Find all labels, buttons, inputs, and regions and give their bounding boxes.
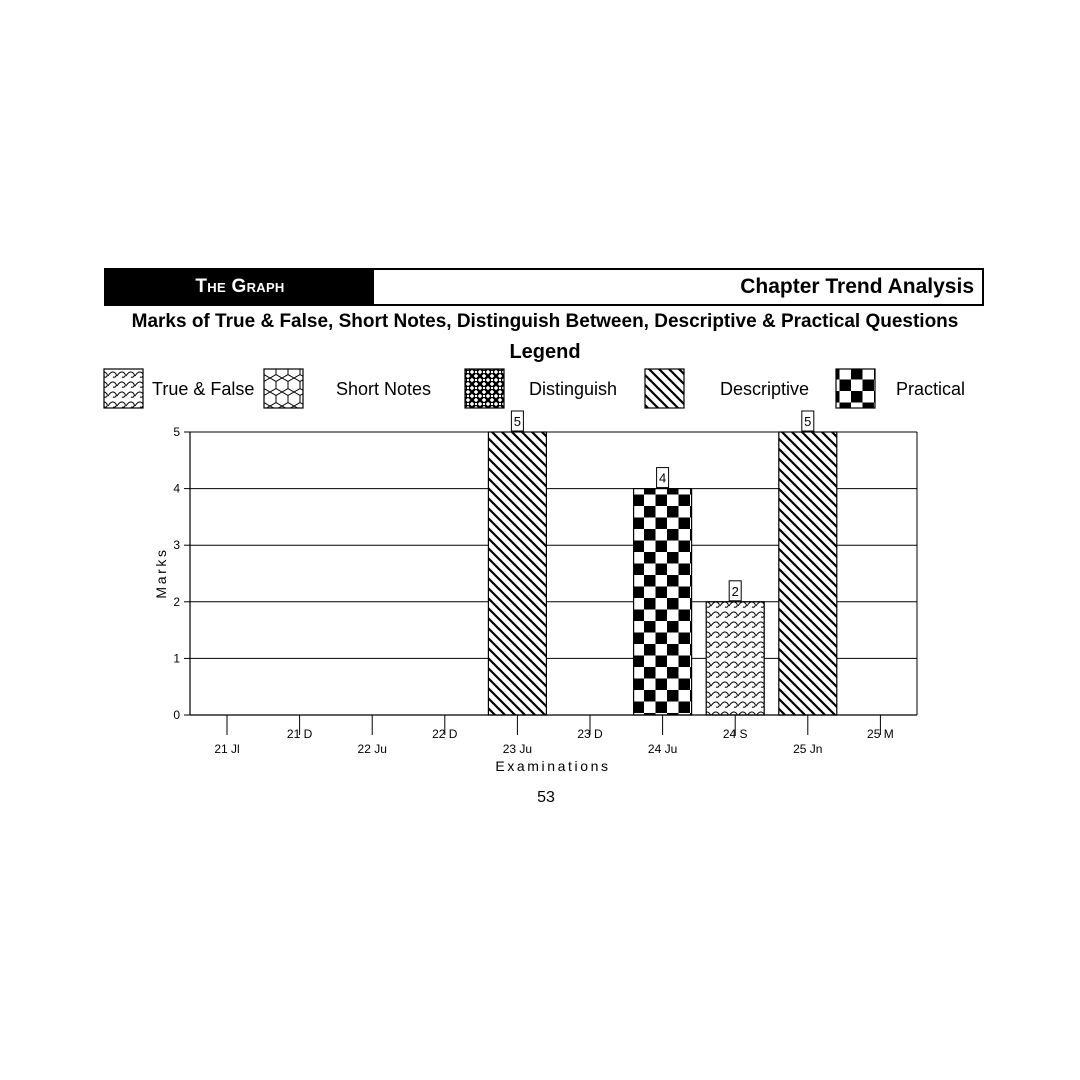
chart-bars [488,411,836,715]
legend-label-distinguish: Distinguish [529,379,618,399]
legend-swatch-true-false [104,369,143,408]
legend-title: Legend [509,341,581,363]
y-tick-label-4: 4 [173,481,180,496]
bar-true-false-24-s [706,602,764,715]
x-axis-title: Examinations [495,758,611,774]
y-tick-label-1: 1 [173,651,180,666]
x-tick-label-24-ju: 24 Ju [647,742,678,756]
legend-swatch-distinguish [465,369,504,408]
y-tick-label-3: 3 [173,538,180,553]
legend-label-true-false: True & False [152,379,255,399]
legend-label-practical: Practical [896,379,966,399]
data-label-25-jn: 5 [804,414,812,429]
legend-label-short-notes: Short Notes [336,379,432,399]
x-tick-label-25-m: 25 M [867,727,894,741]
chart-subtitle: Marks of True & False, Short Notes, Distinguish Between, Descriptive & Practical Questions [131,311,959,332]
data-label-24-ju: 4 [658,470,667,486]
legend-swatch-short-notes [264,369,303,408]
bar-descriptive-23-ju [488,432,546,715]
x-tick-label-21-d: 21 D [286,727,313,741]
x-tick-label-21-jl: 21 Jl [214,742,240,756]
x-tick-label-23-d: 23 D [577,727,603,741]
x-tick-label-22-ju: 22 Ju [357,742,387,756]
x-tick-label-23-ju: 23 Ju [502,742,533,756]
legend-swatch-practical [836,369,875,408]
x-tick-label-22-d: 22 D [432,727,458,741]
y-tick-label-2: 2 [173,594,180,609]
y-tick-label-0: 0 [173,708,180,722]
page-number: 53 [537,789,555,806]
chart-legend [104,369,965,408]
bar-practical-24-ju [634,489,692,715]
legend-label-descriptive: Descriptive [720,379,810,399]
y-tick-label-5: 5 [173,425,180,439]
y-axis-title: Marks [153,547,169,599]
legend-swatch-descriptive [645,369,684,408]
x-tick-label-24-s: 24 S [722,727,748,741]
bar-descriptive-25-jn [779,432,837,715]
section-label: The Graph [106,270,374,304]
page-title: Chapter Trend Analysis [740,275,974,298]
x-tick-label-25-jn: 25 Jn [793,742,823,756]
data-label-23-ju: 5 [513,414,522,429]
data-label-24-s: 2 [731,583,739,599]
